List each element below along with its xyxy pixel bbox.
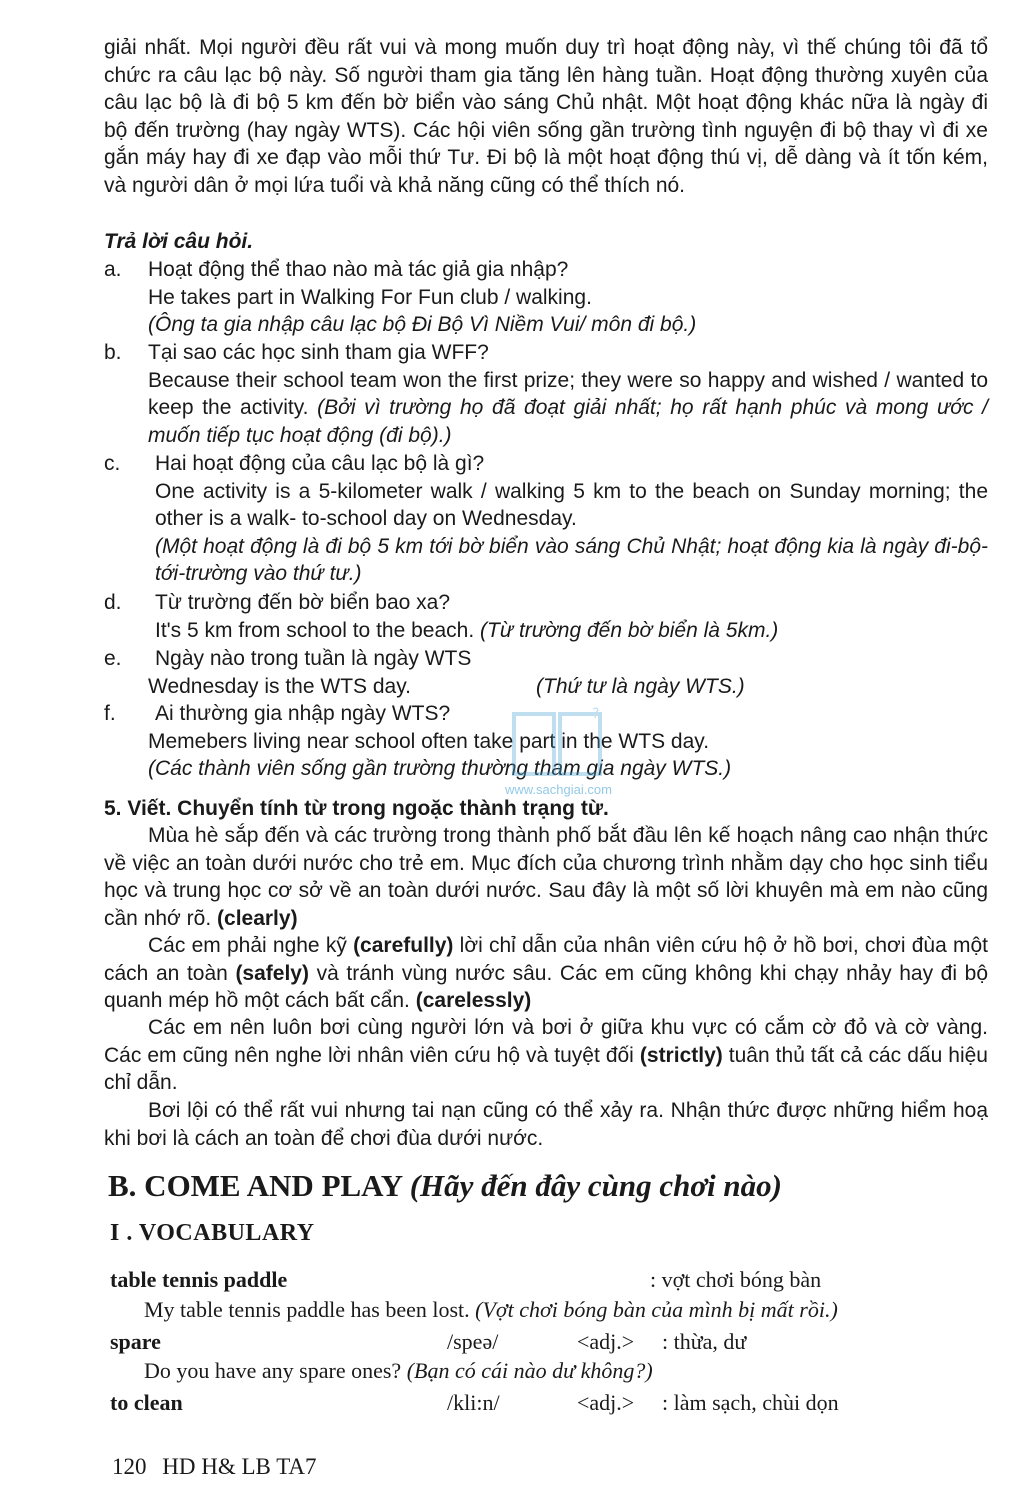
example-translation: (Bạn có cái nào dư không?) <box>406 1358 653 1383</box>
svg-text:?: ? <box>592 706 600 722</box>
vocabulary-heading: I . VOCABULARY <box>110 1220 315 1246</box>
qa-item-e <box>104 645 988 700</box>
paragraph-text: Mùa hè sắp đến và các trường trong thành phố bắt đầu lên kế hoạch nâng cao nhận thức về việc an toàn dưới nước cho trẻ em. Mục đích của chương trình nhằm dạy cho học sinh tiểu học và trung học cơ sở về an toàn dưới nước. Sau đây là một số lời khuyên mà em nào cũng cần nhớ rõ. <box>104 824 988 930</box>
qa-question: Hoạt động thể thao nào mà tác giả gia nhập? <box>148 258 569 281</box>
example-sentence: My table tennis paddle has been lost. <box>144 1297 470 1322</box>
vocab-term: to clean <box>110 1390 183 1415</box>
section5-heading: 5. Viết. Chuyển tính từ trong ngoặc thành trạng từ. <box>104 797 609 820</box>
vocab-example <box>144 1358 994 1384</box>
qa-label: e. <box>104 647 122 670</box>
paragraph-text: Các em phải nghe kỹ <box>148 934 347 957</box>
adverb-answer: (strictly) <box>639 1043 723 1067</box>
paragraph-text: Các em nên luôn bơi cùng người lớn và bơi ở giữa khu vực có cắm cờ đỏ và cờ vàng. Các em cũng nên nghe lời nhân viên cứu hộ và tuyệt đối <box>104 1016 988 1067</box>
example-translation: (Vợt chơi bóng bàn của mình bị mất rồi.) <box>475 1297 838 1322</box>
section5-paragraph-3 <box>104 1014 988 1097</box>
qa-label: d. <box>104 591 122 614</box>
qa-label: f. <box>104 702 116 725</box>
qa-translation: (Từ trường đến bờ biển là 5km.) <box>480 618 779 642</box>
qa-heading: Trả lời câu hỏi. <box>104 230 254 253</box>
qa-translation: (Ông ta gia nhập câu lạc bộ Đi Bộ Vì Niềm Vui/ môn đi bộ.) <box>148 313 697 337</box>
qa-item-b <box>104 339 988 449</box>
qa-question: Từ trường đến bờ biển bao xa? <box>155 591 450 614</box>
qa-question: Ngày nào trong tuần là ngày WTS <box>155 647 472 670</box>
adverb-answer: (safely) <box>235 961 309 985</box>
qa-translation: (Các thành viên sống gần trường thường tham gia ngày WTS.) <box>148 757 732 781</box>
vocab-part-of-speech: <adj.> <box>577 1329 635 1354</box>
qa-question: Hai hoạt động của câu lạc bộ là gì? <box>155 452 485 475</box>
section5-paragraph-1 <box>104 822 988 932</box>
vocab-entry <box>110 1390 990 1420</box>
part-b-title-text: B. COME AND PLAY <box>108 1168 402 1203</box>
qa-label: a. <box>104 258 122 281</box>
vocab-entry <box>110 1329 990 1359</box>
qa-question: Ai thường gia nhập ngày WTS? <box>155 702 451 725</box>
qa-question: Tại sao các học sinh tham gia WFF? <box>148 341 489 364</box>
qa-answer: Wednesday is the WTS day. <box>148 674 412 698</box>
qa-item-c <box>104 450 988 588</box>
vocab-term: table tennis paddle <box>110 1267 288 1292</box>
part-b-title <box>108 1168 782 1204</box>
vocab-meaning: : thừa, dư <box>662 1329 747 1354</box>
qa-answer: It's 5 km from school to the beach. <box>155 618 475 642</box>
intro-paragraph: giải nhất. Mọi người đều rất vui và mong muốn duy trì hoạt động này, vì thế chúng tôi đã tổ chức ra câu lạc bộ này. Số người tham gia tăng lên hàng tuần. Hoạt động thường xuyên của câu lạc bộ là đi bộ 5 km đến bờ biển vào sáng Chủ nhật. Một hoạt động khác nữa là ngày đi bộ đến trường (hay ngày WTS). Các hội viên sống gần trường tình nguyện đi bộ thay vì đi xe gắn máy hay đi xe đạp vào mỗi thứ Tư. Đi bộ là một hoạt động thú vị, dễ dàng và ít tốn kém, và người dân ở mọi lứa tuổi và khả năng cũng có thể thích nó. <box>104 36 988 197</box>
paragraph-text: lời chỉ dẫn của nhân viên cứu hộ ở hồ bơi, chơi đùa một cách an toàn <box>104 934 988 985</box>
vocab-example <box>144 1297 994 1323</box>
part-b-subtitle: (Hãy đến đây cùng chơi nào) <box>409 1168 782 1203</box>
vocab-pronunciation: /speə/ <box>447 1329 499 1354</box>
qa-answer: Because their school team won the first prize; they were so happy and wished / wanted to keep the activity. <box>148 368 988 420</box>
qa-translation: (Một hoạt động là đi bộ 5 km tới bờ biển vào sáng Chủ Nhật; hoạt động kia là ngày đi-bộ-tới-trường vào thứ tư.) <box>155 534 988 586</box>
qa-translation: (Bởi vì trường họ đã đoạt giải nhất; họ rất hạnh phúc và mong ước / muốn tiếp tục hoạt động (đi bộ).) <box>148 396 988 447</box>
page-number: 120 <box>112 1454 147 1479</box>
book-code: HD H& LB TA7 <box>162 1454 317 1479</box>
qa-translation: (Thứ tư là ngày WTS.) <box>536 674 745 698</box>
qa-label: c. <box>104 452 121 475</box>
adverb-answer: (carefully) <box>353 934 454 957</box>
watermark-text: www.sachgiai.com <box>505 782 612 797</box>
section5-paragraph-2 <box>104 932 988 1015</box>
watermark-logo-icon <box>512 706 604 790</box>
qa-item-a <box>104 256 988 339</box>
qa-answer: He takes part in Walking For Fun club / walking. <box>148 285 592 309</box>
section5-paragraph-4: Bơi lội có thể rất vui nhưng tai nạn cũng có thể xảy ra. Nhận thức được những hiểm hoạ khi bơi là cách an toàn để chơi đùa dưới nước. <box>104 1099 988 1150</box>
qa-label: b. <box>104 341 122 364</box>
qa-item-d <box>104 589 988 644</box>
paragraph-text: và tránh vùng nước sâu. Các em cũng không khi chạy nhảy hay đi bộ quanh mép hồ một cách bất cẩn. <box>104 961 988 1013</box>
example-sentence: Do you have any spare ones? <box>144 1358 402 1383</box>
adverb-answer: (carelessly) <box>415 989 532 1013</box>
vocab-meaning: : làm sạch, chùi dọn <box>662 1390 839 1415</box>
qa-answer: One activity is a 5-kilometer walk / walking 5 km to the beach on Sunday morning; the other is a walk- to-school day on Wednesday. <box>155 479 988 531</box>
vocab-meaning: : vợt chơi bóng bàn <box>650 1267 822 1292</box>
page-footer <box>112 1454 317 1480</box>
vocab-entry <box>110 1267 990 1297</box>
vocab-pronunciation: /kli:n/ <box>447 1390 500 1415</box>
paragraph-text: tuân thủ tất cả các dấu hiệu chỉ dẫn. <box>104 1043 988 1095</box>
adverb-answer: (clearly) <box>217 906 298 930</box>
qa-answer: Memebers living near school often take part in the WTS day. <box>148 729 710 753</box>
vocab-term: spare <box>110 1329 161 1354</box>
vocab-part-of-speech: <adj.> <box>577 1390 635 1415</box>
